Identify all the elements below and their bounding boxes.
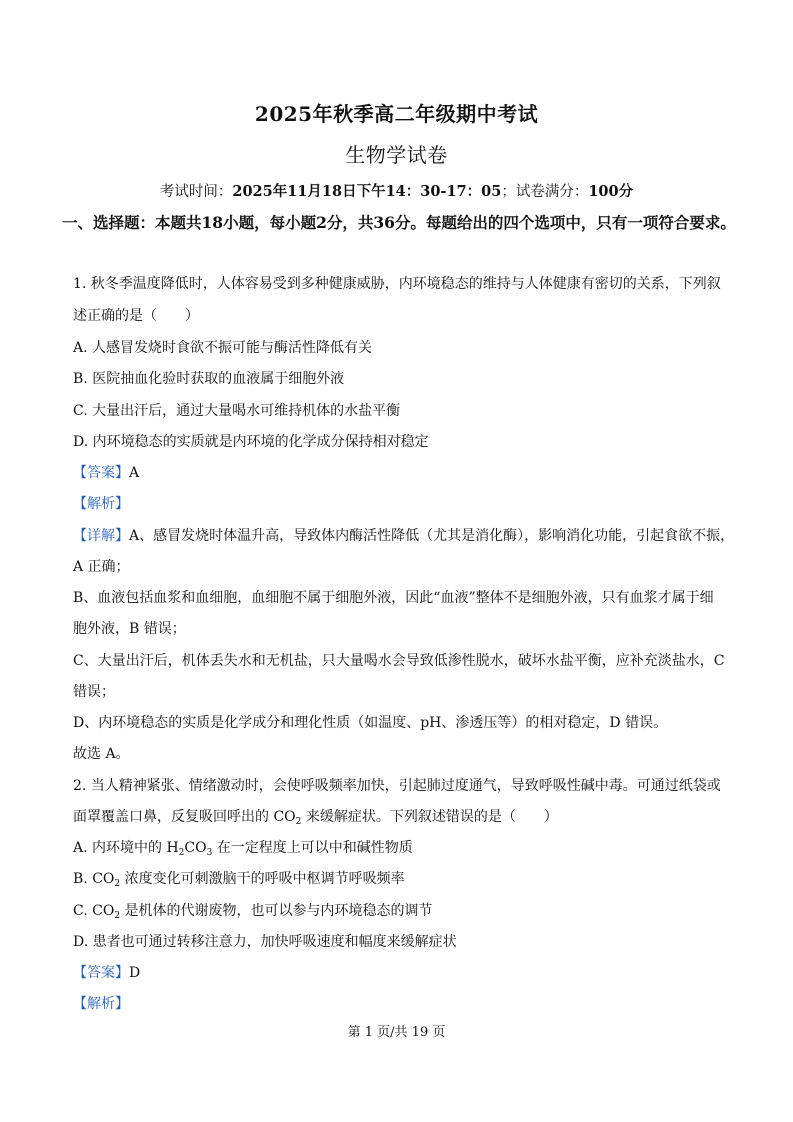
score-value: 100分 bbox=[588, 183, 634, 200]
q1-detail-line6: 错误； bbox=[73, 684, 115, 700]
score-label: ；试卷满分： bbox=[501, 184, 589, 200]
option-text: 在一定程度上可以中和碱性物质 bbox=[212, 840, 413, 856]
answer-value: D bbox=[129, 965, 141, 981]
option-text: 是机体的代谢废物，也可以参与内环境稳态的调节 bbox=[120, 903, 433, 919]
option-text: A. 内环境中的 H bbox=[73, 840, 179, 856]
q1-conclusion: 故选 A。 bbox=[73, 746, 130, 762]
q1-detail-line1 bbox=[73, 525, 734, 545]
section-heading: 一、选择题：本题共18小题，每小题2分，共36分。每题给出的四个选项中，只有一项符合要求。 bbox=[62, 213, 736, 232]
q1-stem-line2: 述正确的是（ ） bbox=[73, 308, 199, 324]
q1-answer bbox=[73, 462, 139, 482]
option-text: 浓度变化可刺激脑干的呼吸中枢调节呼吸频率 bbox=[120, 871, 405, 887]
q1-detail-line5: C、大量出汗后，机体丢失水和无机盐，只大量喝水会导致低渗性脱水，破坏水盐平衡，应补充淡盐水，C bbox=[73, 653, 725, 669]
option-text: B. CO bbox=[73, 871, 115, 887]
q1-analysis-label: 【解析】 bbox=[73, 496, 129, 512]
q2-stem-line1: 2. 当人精神紧张、情绪激动时，会使呼吸频率加快，引起肺过度通气，导致呼吸性碱中毒。可通过纸袋或 bbox=[73, 778, 721, 794]
answer-label: 【答案】 bbox=[73, 965, 129, 981]
answer-value: A bbox=[129, 465, 140, 481]
subscript: 2 bbox=[295, 817, 302, 827]
detail-label: 【详解】 bbox=[73, 528, 129, 544]
q2-stem-line2 bbox=[73, 806, 558, 826]
q2-answer bbox=[73, 962, 140, 982]
exam-time-label: 考试时间： bbox=[159, 184, 233, 200]
q1-detail-line7: D、内环境稳态的实质是化学成分和理化性质（如温度、pH、渗透压等）的相对稳定，D 错误。 bbox=[73, 715, 668, 731]
q2-analysis-label: 【解析】 bbox=[73, 996, 129, 1012]
q1-detail-line2: A 正确； bbox=[73, 559, 130, 575]
q1-option-d: D. 内环境稳态的实质就是内环境的化学成分保持相对稳定 bbox=[73, 434, 429, 450]
detail-text: A、感冒发烧时体温升高，导致体内酶活性降低（尤其是消化酶），影响消化功能，引起食欲不振， bbox=[129, 528, 735, 544]
q1-option-a: A. 人感冒发烧时食欲不振可能与酶活性降低有关 bbox=[73, 340, 373, 356]
q1-stem-line1: 1. 秋冬季温度降低时，人体容易受到多种健康威胁，内环境稳态的维持与人体健康有密切的关系，下列叙 bbox=[73, 276, 721, 292]
option-text: C. CO bbox=[73, 903, 115, 919]
q1-detail-line4: 胞外液，B 错误； bbox=[73, 621, 186, 637]
subscript: 2 bbox=[114, 879, 121, 889]
exam-subtitle: 生物学试卷 bbox=[345, 143, 448, 167]
subscript: 2 bbox=[178, 848, 185, 858]
subscript: 2 bbox=[114, 911, 121, 921]
exam-date: 2025年11月18日下午14：30-17：05 bbox=[232, 183, 502, 200]
subscript: 3 bbox=[206, 848, 213, 858]
option-text: CO bbox=[184, 840, 207, 856]
q2-option-d: D. 患者也可通过转移注意力，加快呼吸速度和幅度来缓解症状 bbox=[73, 934, 457, 950]
q2-option-b bbox=[73, 868, 405, 888]
q2-stem-text: 面罩覆盖口鼻，反复吸回呼出的 CO bbox=[73, 809, 296, 825]
q1-detail-line3: B、血液包括血浆和血细胞，血细胞不属于细胞外液，因此“血液”整体不是细胞外液，只有血浆才属于细 bbox=[73, 590, 714, 606]
q2-option-c bbox=[73, 900, 433, 920]
q2-stem-text-end: 来缓解症状。下列叙述错误的是（ ） bbox=[301, 809, 558, 825]
page-footer: 第 1 页/共 19 页 bbox=[347, 1025, 446, 1040]
q2-option-a bbox=[73, 837, 413, 857]
q1-option-c: C. 大量出汗后，通过大量喝水可维持机体的水盐平衡 bbox=[73, 403, 401, 419]
exam-title: 2025年秋季高二年级期中考试 bbox=[254, 102, 539, 126]
answer-label: 【答案】 bbox=[73, 465, 129, 481]
exam-info bbox=[0, 180, 793, 201]
q1-option-b: B. 医院抽血化验时获取的血液属于细胞外液 bbox=[73, 371, 345, 387]
